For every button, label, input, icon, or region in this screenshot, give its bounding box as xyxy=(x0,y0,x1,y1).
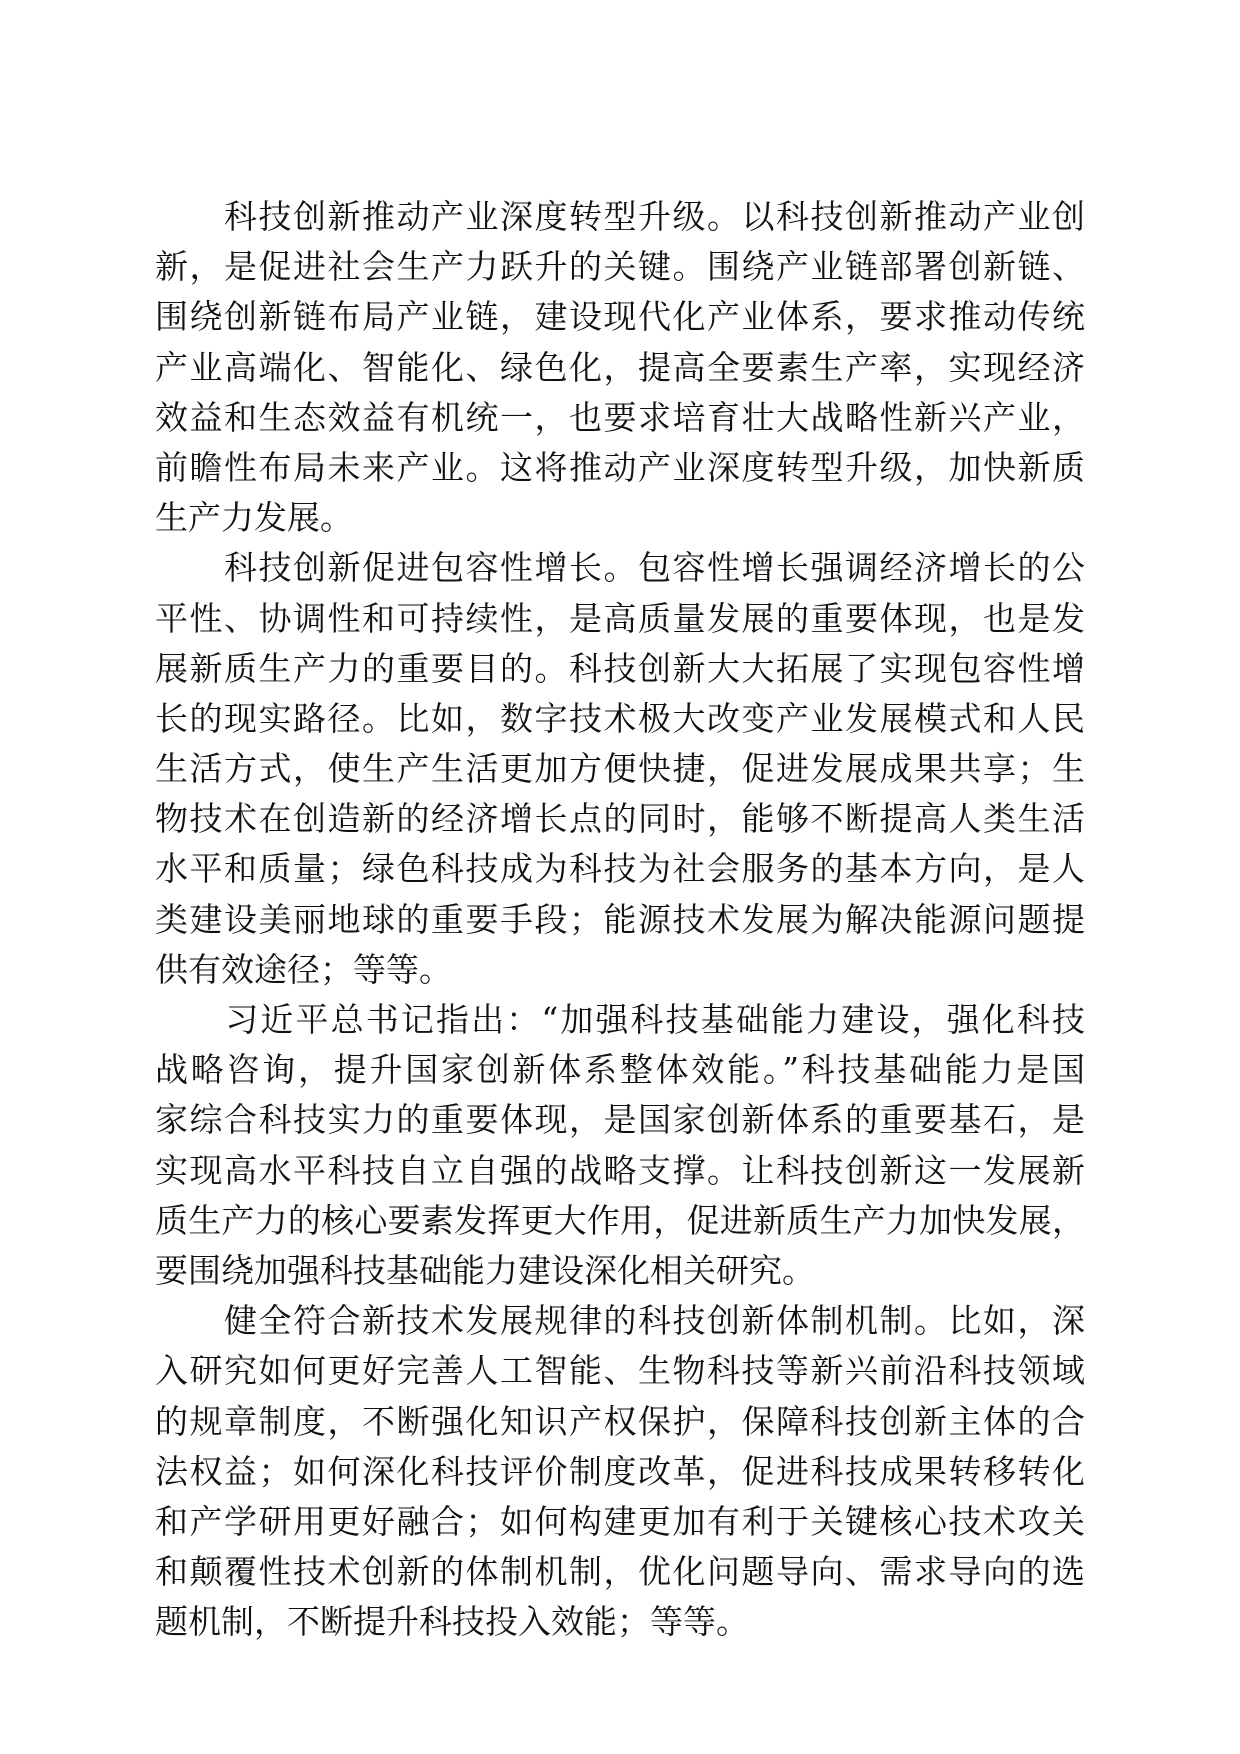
text-line: 生活方式，使生产生活更加方便快捷，促进发展成果共享；生 xyxy=(155,749,1085,789)
text-line: 家综合科技实力的重要体现，是国家创新体系的重要基石，是 xyxy=(155,1100,1085,1140)
text-line: 科技创新推动产业深度转型升级。以科技创新推动产业创 xyxy=(155,197,1085,236)
document-body xyxy=(155,192,1085,1647)
text-line: 战略咨询，提升国家创新体系整体效能。”科技基础能力是国 xyxy=(155,1050,1085,1090)
text-line: 平性、协调性和可持续性，是高质量发展的重要体现，也是发 xyxy=(155,598,1085,638)
text-line: 新，是促进社会生产力跃升的关键。围绕产业链部署创新链、 xyxy=(155,247,1085,287)
text-line: 类建设美丽地球的重要手段；能源技术发展为解决能源问题提 xyxy=(155,899,1085,939)
text-line: 入研究如何更好完善人工智能、生物科技等新兴前沿科技领域 xyxy=(155,1351,1085,1391)
text-line: 展新质生产力的重要目的。科技创新大大拓展了实现包容性增 xyxy=(155,648,1085,688)
text-line: 健全符合新技术发展规律的科技创新体制机制。比如，深 xyxy=(155,1301,1085,1341)
text-line: 和颠覆性技术创新的体制机制，优化问题导向、需求导向的选 xyxy=(155,1552,1085,1592)
text-line: 和产学研用更好融合；如何构建更加有利于关键核心技术攻关 xyxy=(155,1501,1085,1541)
paragraph-1 xyxy=(155,192,1085,543)
paragraph-3 xyxy=(155,995,1085,1296)
text-line: 供有效途径；等等。 xyxy=(155,949,452,989)
text-line: 生产力发展。 xyxy=(155,498,353,538)
text-line: 质生产力的核心要素发挥更大作用，促进新质生产力加快发展， xyxy=(155,1200,1085,1240)
text-line: 实现高水平科技自立自强的战略支撑。让科技创新这一发展新 xyxy=(155,1150,1085,1190)
text-line: 物技术在创造新的经济增长点的同时，能够不断提高人类生活 xyxy=(155,799,1085,839)
text-line: 要围绕加强科技基础能力建设深化相关研究。 xyxy=(155,1250,815,1290)
paragraph-2 xyxy=(155,543,1085,995)
paragraph-4 xyxy=(155,1296,1085,1647)
text-line: 科技创新促进包容性增长。包容性增长强调经济增长的公 xyxy=(155,548,1085,588)
text-line: 题机制，不断提升科技投入效能；等等。 xyxy=(155,1602,749,1642)
text-line: 水平和质量；绿色科技成为科技为社会服务的基本方向，是人 xyxy=(155,849,1085,889)
text-line: 法权益；如何深化科技评价制度改革，促进科技成果转移转化 xyxy=(155,1451,1085,1491)
text-line: 的规章制度，不断强化知识产权保护，保障科技创新主体的合 xyxy=(155,1401,1085,1441)
text-line: 效益和生态效益有机统一，也要求培育壮大战略性新兴产业， xyxy=(155,397,1085,437)
text-line: 长的现实路径。比如，数字技术极大改变产业发展模式和人民 xyxy=(155,698,1085,738)
text-line: 前瞻性布局未来产业。这将推动产业深度转型升级，加快新质 xyxy=(155,447,1085,487)
text-line: 产业高端化、智能化、绿色化，提高全要素生产率，实现经济 xyxy=(155,347,1085,387)
text-line: 习近平总书记指出：“加强科技基础能力建设，强化科技 xyxy=(155,1000,1085,1039)
text-line: 围绕创新链布局产业链，建设现代化产业体系，要求推动传统 xyxy=(155,297,1085,337)
